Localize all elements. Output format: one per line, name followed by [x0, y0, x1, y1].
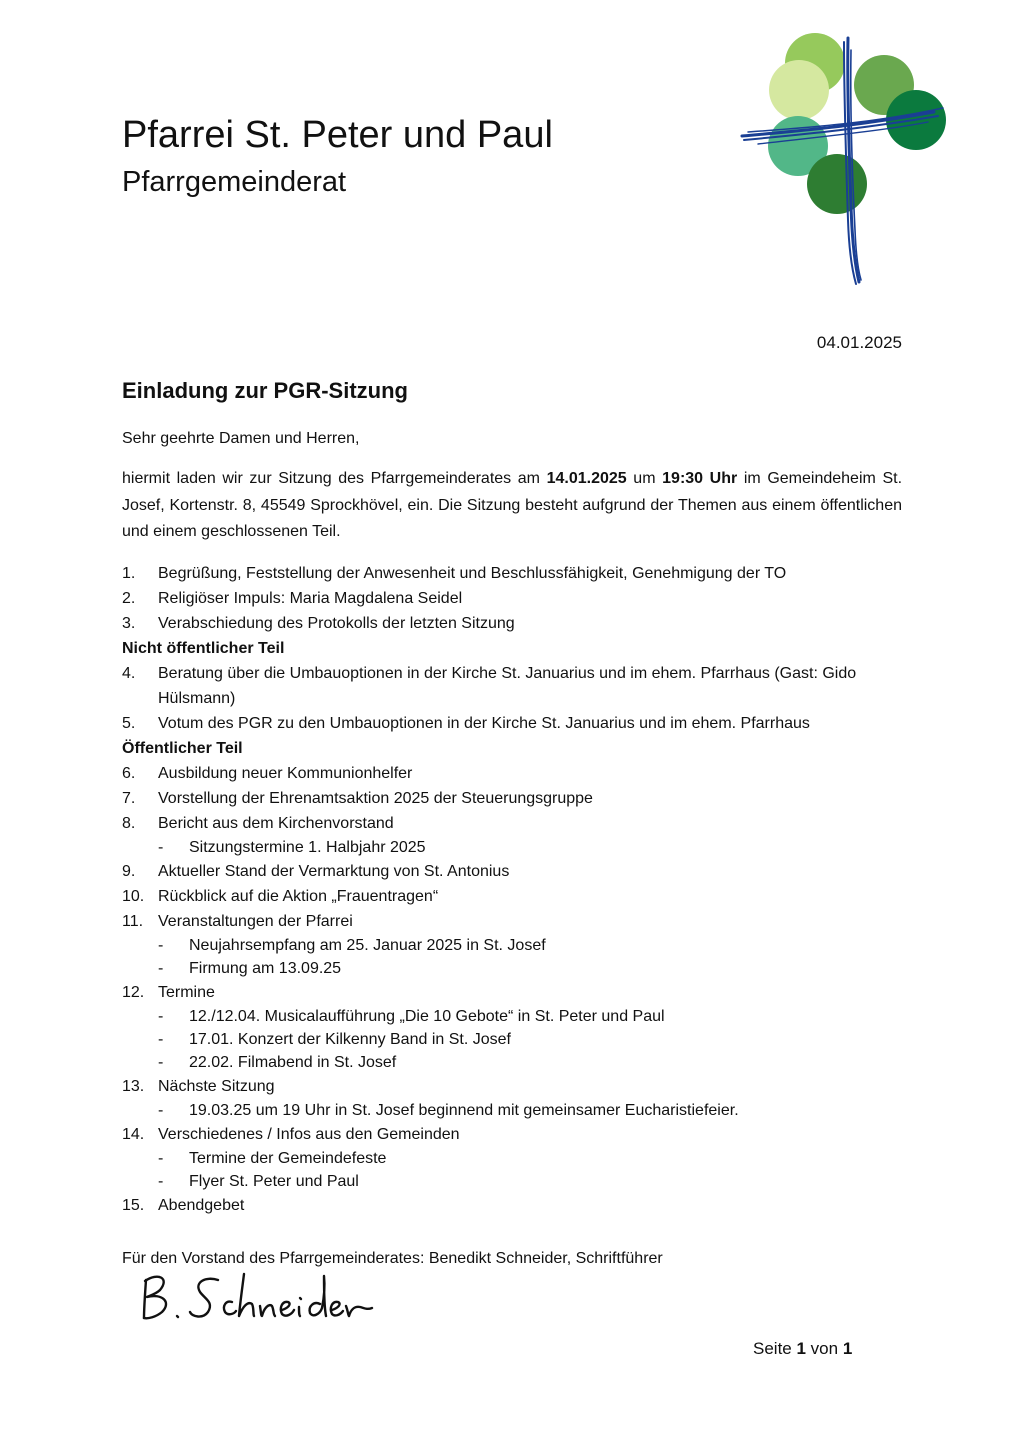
dash-bullet: -	[158, 1031, 164, 1048]
agenda-item-text: Votum des PGR zu den Umbauoptionen in der Kirche St. Januarius und im ehem. Pfarrhaus	[158, 715, 810, 732]
agenda-item-number: 6.	[122, 765, 136, 782]
agenda-item-2	[122, 586, 902, 611]
agenda-item-14	[122, 1122, 902, 1147]
document-date: 04.01.2025	[816, 333, 902, 352]
agenda-subitem	[122, 1147, 902, 1170]
dash-bullet: -	[158, 839, 164, 856]
agenda-subitem-text: Sitzungstermine 1. Halbjahr 2025	[189, 839, 426, 856]
footer-middle: von	[805, 1339, 843, 1358]
agenda-item-10	[122, 884, 902, 909]
intro-text-1: hiermit laden wir zur Sitzung des Pfarrgemeinderates am	[122, 470, 547, 487]
dash-bullet: -	[158, 1102, 164, 1119]
agenda-item-text: Veranstaltungen der Pfarrei	[158, 913, 353, 930]
agenda-item-4	[122, 661, 902, 711]
agenda-item-number: 10.	[122, 888, 145, 905]
agenda-item-number: 7.	[122, 790, 136, 807]
agenda-item-5	[122, 711, 902, 736]
footer-prefix: Seite	[753, 1339, 797, 1358]
agenda-item-text: Bericht aus dem Kirchenvorstand	[158, 815, 394, 832]
agenda-subitem	[122, 1005, 902, 1028]
agenda-item-7	[122, 786, 902, 811]
agenda-item-number: 15.	[122, 1197, 145, 1214]
handwritten-signature	[136, 1266, 376, 1328]
total-page-count: 1	[842, 1339, 853, 1358]
agenda-item-number: 2.	[122, 590, 136, 607]
agenda-subitem	[122, 836, 902, 859]
agenda-item-text: Beratung über die Umbauoptionen in der Kirche St. Januarius und im ehem. Pfarrhaus (Gast: Gido Hülsmann)	[158, 665, 857, 707]
agenda-item-13	[122, 1074, 902, 1099]
agenda-subitem	[122, 1099, 902, 1122]
agenda-item-number: 13.	[122, 1078, 145, 1095]
agenda-item-text: Termine	[158, 984, 215, 1001]
logo-circle-forest-green	[807, 154, 867, 214]
document-title: Einladung zur PGR-Sitzung	[122, 378, 408, 403]
agenda-subitem	[122, 957, 902, 980]
dash-bullet: -	[158, 1173, 164, 1190]
signoff-line: Für den Vorstand des Pfarrgemeinderates: Benedikt Schneider, Schriftführer	[122, 1250, 663, 1267]
meeting-time: 19:30 Uhr	[662, 470, 738, 487]
agenda-list	[122, 561, 902, 1218]
intro-paragraph	[122, 466, 902, 546]
agenda-item-number: 5.	[122, 715, 136, 732]
dash-bullet: -	[158, 1008, 164, 1025]
agenda-subitem	[122, 934, 902, 957]
agenda-subitem-text: Firmung am 13.09.25	[189, 960, 342, 977]
agenda-item-15	[122, 1193, 902, 1218]
intro-text-2: um	[626, 470, 663, 487]
greeting: Sehr geehrte Damen und Herren,	[122, 430, 360, 447]
agenda-item-number: 14.	[122, 1126, 145, 1143]
page-number-footer	[753, 1338, 852, 1360]
agenda-item-number: 11.	[122, 913, 144, 930]
dash-bullet: -	[158, 1054, 164, 1071]
agenda-item-text: Rückblick auf die Aktion „Frauentragen“	[158, 888, 439, 905]
agenda-item-text: Aktueller Stand der Vermarktung von St. Antonius	[158, 863, 510, 880]
agenda-item-number: 1.	[122, 565, 136, 582]
agenda-subitem-text: Neujahrsempfang am 25. Januar 2025 in St. Josef	[189, 937, 546, 954]
logo-circle-pale-green	[769, 60, 829, 120]
section-heading-private: Nicht öffentlicher Teil	[122, 640, 285, 657]
agenda-item-text: Verabschiedung des Protokolls der letzten Sitzung	[158, 615, 515, 632]
agenda-item-11	[122, 909, 902, 934]
agenda-subitem-text: 17.01. Konzert der Kilkenny Band in St. Josef	[189, 1031, 511, 1048]
agenda-subitem-text: 19.03.25 um 19 Uhr in St. Josef beginnend mit gemeinsamer Eucharistiefeier.	[189, 1102, 739, 1119]
dash-bullet: -	[158, 1150, 164, 1167]
agenda-subitem	[122, 1170, 902, 1193]
agenda-item-6	[122, 761, 902, 786]
agenda-subitem	[122, 1051, 902, 1074]
agenda-item-1	[122, 561, 902, 586]
parish-name: Pfarrei St. Peter und Paul	[122, 114, 553, 156]
agenda-item-text: Ausbildung neuer Kommunionhelfer	[158, 765, 413, 782]
agenda-subitem-text: 12./12.04. Musicalaufführung „Die 10 Gebote“ in St. Peter und Paul	[189, 1008, 665, 1025]
agenda-subitem-text: Termine der Gemeindefeste	[189, 1150, 387, 1167]
agenda-subitem	[122, 1028, 902, 1051]
dash-bullet: -	[158, 937, 164, 954]
agenda-item-8	[122, 811, 902, 836]
agenda-item-number: 4.	[122, 665, 136, 682]
section-heading-public: Öffentlicher Teil	[122, 740, 243, 757]
agenda-subitem-text: Flyer St. Peter und Paul	[189, 1173, 359, 1190]
agenda-item-text: Begrüßung, Feststellung der Anwesenheit und Beschlussfähigkeit, Genehmigung der TO	[158, 565, 787, 582]
dash-bullet: -	[158, 960, 164, 977]
agenda-item-12	[122, 980, 902, 1005]
agenda-item-text: Abendgebet	[158, 1197, 245, 1214]
agenda-item-9	[122, 859, 902, 884]
agenda-item-text: Verschiedenes / Infos aus den Gemeinden	[158, 1126, 460, 1143]
agenda-item-text: Vorstellung der Ehrenamtsaktion 2025 der Steuerungsgruppe	[158, 790, 593, 807]
intro-text-3: im Gemeindeheim St. Josef, Kortenstr. 8, 45549 Sprockhövel, ein. Die Sitzung besteht aufgrund der Themen aus einem öffentlichen und einem geschlossenen Teil.	[122, 470, 903, 540]
council-name: Pfarrgemeinderat	[122, 166, 347, 198]
agenda-item-text: Nächste Sitzung	[158, 1078, 275, 1095]
agenda-item-number: 8.	[122, 815, 136, 832]
agenda-item-number: 3.	[122, 615, 136, 632]
agenda-item-number: 9.	[122, 863, 136, 880]
meeting-date: 14.01.2025	[546, 470, 627, 487]
cross-with-circles-logo	[738, 30, 950, 292]
agenda-item-3	[122, 611, 902, 636]
current-page-number: 1	[796, 1339, 806, 1358]
agenda-item-number: 12.	[122, 984, 145, 1001]
agenda-subitem-text: 22.02. Filmabend in St. Josef	[189, 1054, 397, 1071]
agenda-item-text: Religiöser Impuls: Maria Magdalena Seidel	[158, 590, 463, 607]
